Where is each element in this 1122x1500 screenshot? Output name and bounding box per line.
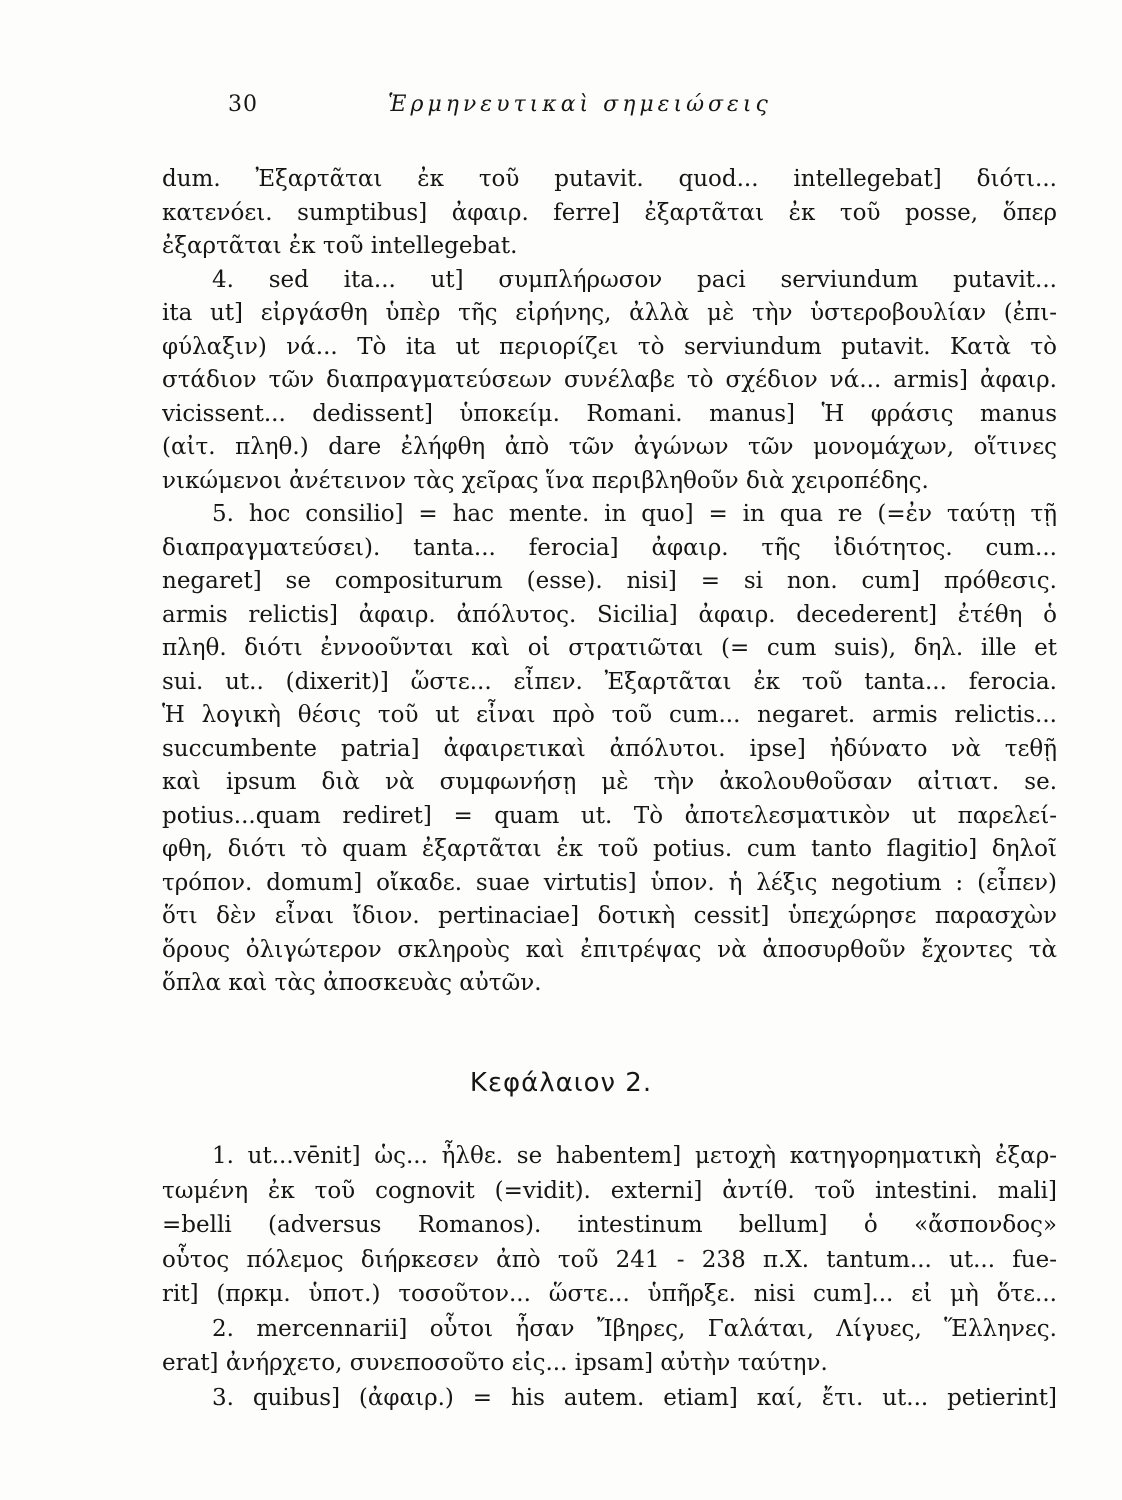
text-line: καὶ ipsum διὰ νὰ συμφωνήσῃ μὲ τὴν ἀκολουθοῦσαν αἰτιατ. se.	[162, 769, 1057, 795]
text-line: στάδιον τῶν διαπραγματεύσεων συνέλαβε τὸ σχέδιον νά... armis] ἀφαιρ.	[162, 367, 1057, 393]
text-line: succumbente patria] ἀφαιρετικαὶ ἀπόλυτοι. ipse] ἠδύνατο νὰ τεθῇ	[162, 735, 1057, 762]
text-line: Ἡ λογικὴ θέσις τοῦ ut εἶναι πρὸ τοῦ cum... negaret. armis relictis...	[162, 702, 1057, 728]
text-line: negaret] se compositurum (esse). nisi] = si non. cum] πρόθεσις.	[162, 568, 1057, 594]
text-line: erat] ἀνήρχετο, συνεποσοῦτο εἰς... ipsam] αὐτὴν ταύτην.	[162, 1350, 828, 1376]
text-line: φθη, διότι τὸ quam ἐξαρτᾶται ἐκ τοῦ potius. cum tanto flagitio] δηλοῖ	[162, 836, 1057, 862]
text-line: =belli (adversus Romanos). intestinum bellum] ὁ «ἄσπονδος»	[162, 1212, 1057, 1238]
text-line: vicissent... dedissent] ὑποκείμ. Romani. manus] Ἡ φράσις manus	[162, 400, 1057, 427]
page-number: 30	[228, 92, 258, 117]
text-line: 4. sed ita... ut] συμπλήρωσον paci serviundum putavit...	[212, 266, 1057, 293]
commentary-section-2	[162, 1139, 1057, 1415]
text-line: armis relictis] ἀφαιρ. ἀπόλυτος. Sicilia] ἀφαιρ. decederent] ἐτέθη ὁ	[162, 601, 1057, 628]
text-line: potius...quam rediret] = quam ut. Τὸ ἀποτελεσματικὸν ut παρελεί-	[162, 802, 1057, 829]
text-line: 3. quibus] (ἀφαιρ.) = his autem. etiam] καί, ἔτι. ut... petierint]	[212, 1384, 1057, 1411]
text-line: ita ut] εἰργάσθη ὑπὲρ τῆς εἰρήνης, ἀλλὰ μὲ τὴν ὑστεροβουλίαν (ἐπι-	[162, 300, 1057, 326]
text-line: 5. hoc consilio] = hac mente. in quo] = in qua re (=ἐν ταύτῃ τῇ	[212, 501, 1057, 527]
running-title: Ἑρμηνευτικαὶ σημειώσεις	[388, 92, 772, 117]
text-line: διαπραγματεύσει). tanta... ferocia] ἀφαιρ. τῆς ἰδιότητος. cum...	[162, 534, 1057, 561]
text-line: νικώμενοι ἀνέτεινον τὰς χεῖρας ἵνα περιβληθοῦν διὰ χειροπέδης.	[162, 467, 929, 494]
text-line: 1. ut...vēnit] ὡς... ἦλθε. se habentem] μετοχὴ κατηγορηματικὴ ἐξαρ-	[212, 1143, 1057, 1169]
text-line: κατενόει. sumptibus] ἀφαιρ. ferre] ἐξαρτᾶται ἐκ τοῦ posse, ὅπερ	[162, 199, 1057, 226]
text-line: τρόπον. domum] οἴκαδε. suae virtutis] ὑπον. ἡ λέξις negotium : (εἶπεν)	[162, 869, 1057, 896]
text-line: rit] (πρκμ. ὑποτ.) τοσοῦτον... ὥστε... ὑπῆρξε. nisi cum]... εἰ μὴ ὅτε...	[162, 1281, 1057, 1307]
text-line: φύλαξιν) νά... Τὸ ita ut περιορίζει τὸ serviundum putavit. Κατὰ τὸ	[162, 333, 1057, 360]
text-line: ὅρους ὀλιγώτερον σκληροὺς καὶ ἐπιτρέψας νὰ ἀποσυρθοῦν ἔχοντες τὰ	[162, 936, 1057, 963]
commentary-section-1	[162, 163, 1057, 1001]
text-line: (αἰτ. πληθ.) dare ἐλήφθη ἀπὸ τῶν ἀγώνων τῶν μονομάχων, οἵτινες	[162, 434, 1057, 460]
chapter-heading: Κεφάλαιον 2.	[469, 1068, 653, 1098]
text-line: 2. mercennarii] οὗτοι ἦσαν Ἴβηρες, Γαλάται, Λίγυες, Ἕλληνες.	[212, 1315, 1057, 1342]
text-line: ὅτι δὲν εἶναι ἴδιον. pertinaciae] δοτικὴ cessit] ὑπεχώρησε παρασχὼν	[162, 903, 1057, 929]
text-line: τωμένη ἐκ τοῦ cognovit (=vidit). externi] ἀντίθ. τοῦ intestini. mali]	[162, 1177, 1057, 1204]
text-line: ἐξαρτᾶται ἐκ τοῦ intellegebat.	[162, 233, 518, 259]
text-line: οὗτος πόλεμος διήρκεσεν ἀπὸ τοῦ 241 - 238 π.Χ. tantum... ut... fue-	[162, 1246, 1057, 1273]
text-line: sui. ut.. (dixerit)] ὥστε... εἶπεν. Ἐξαρτᾶται ἐκ τοῦ tanta... ferocia.	[162, 668, 1057, 695]
text-line: πληθ. διότι ἐννοοῦνται καὶ οἱ στρατιῶται (= cum suis), δηλ. ille et	[162, 635, 1057, 661]
text-line: dum. Ἐξαρτᾶται ἐκ τοῦ putavit. quod... intellegebat] διότι...	[162, 166, 1057, 192]
text-line: ὅπλα καὶ τὰς ἀποσκευὰς αὐτῶν.	[162, 970, 542, 996]
